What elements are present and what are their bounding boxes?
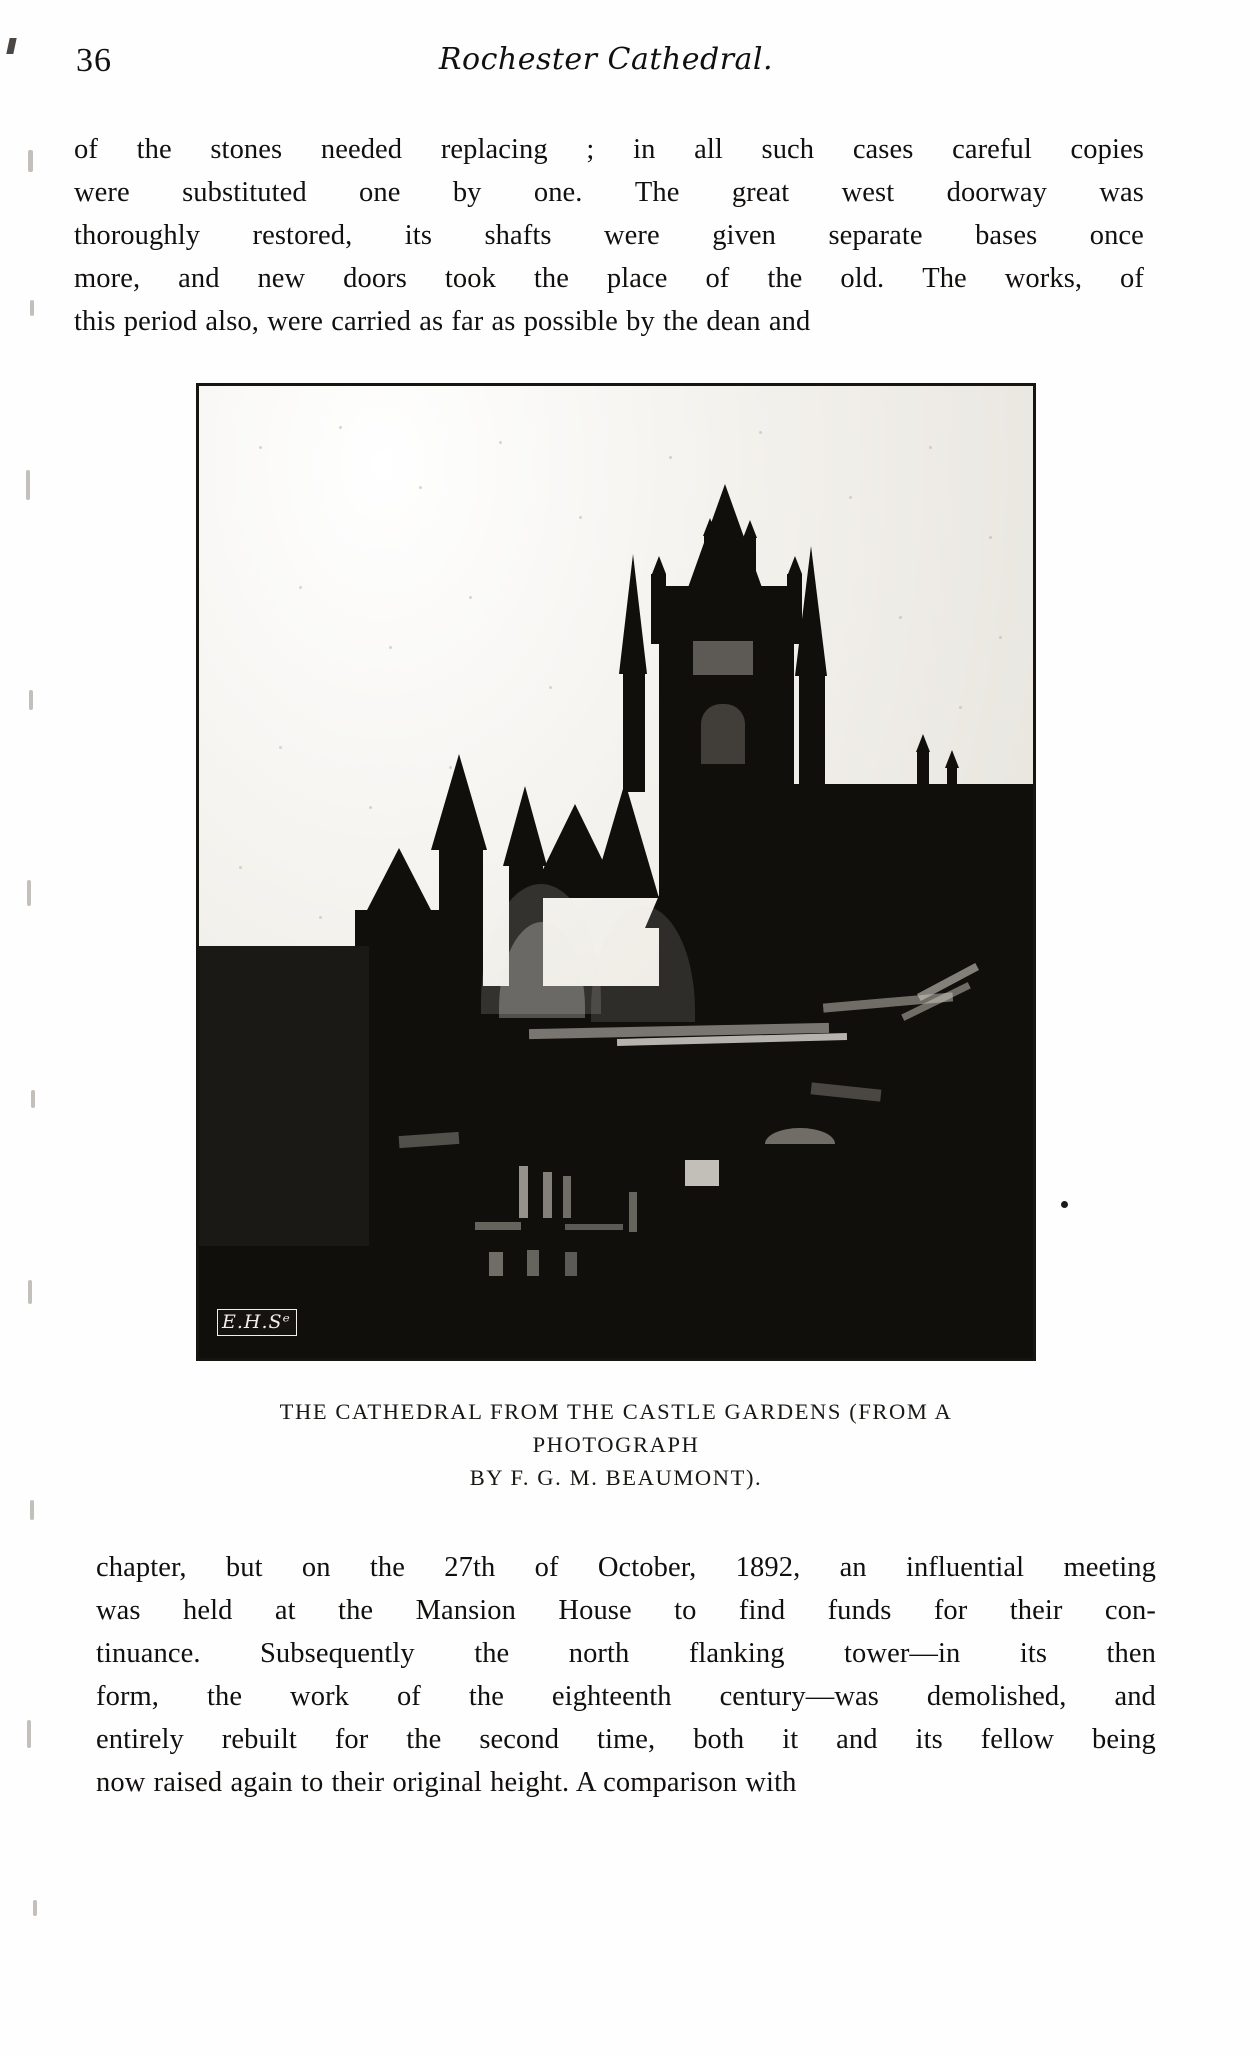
foreground-detail [527,1250,539,1276]
figure [196,383,1036,1494]
paragraph-bottom [96,1546,1156,1804]
east-pinnacle [947,768,957,802]
text-line: more, and new doors took the place of the old. The works, of [74,263,1144,294]
text-line: chapter, but on the 27th of October, 1892, an influential meeting [96,1552,1156,1583]
running-head: Rochester Cathedral. [438,42,774,77]
foreground-detail [489,1252,503,1276]
text-line: this period also, were carried as far as possible by the dean and [74,306,811,337]
scan-speck [29,690,33,710]
text-line: now raised again to their original height. A comparison with [96,1767,797,1798]
wall-edge-highlight [475,1222,521,1230]
scan-speck [30,300,34,316]
caption-line-2: BY F. G. M. BEAUMONT). [469,1465,763,1490]
tower-window [701,704,745,764]
scan-speck [28,150,33,172]
scan-speck [33,1900,37,1916]
text-line: thoroughly restored, its shafts were given separate bases once [74,220,1144,251]
text-line: entirely rebuilt for the second time, both it and its fellow being [96,1724,1156,1755]
paragraph-top [74,128,1144,343]
window-slit [563,1176,571,1218]
east-pinnacle [917,752,929,796]
window-slit [519,1166,528,1218]
window-slit [543,1172,552,1218]
figure-caption [196,1395,1036,1494]
scan-speck [28,1280,32,1304]
wall-edge-highlight [565,1224,623,1230]
text-line: of the stones needed replacing ; in all such cases careful copies [74,134,1144,165]
scan-speck [31,1090,35,1108]
tower-window [693,641,753,675]
tower-pinnacle [651,574,666,644]
foreground-shadow [199,1246,1036,1361]
scan-speck [30,1500,34,1520]
scan-edge-artifact [6,38,16,54]
flanking-spirelet [619,554,647,674]
text-line: were substituted one by one. The great west doorway was [74,177,1144,208]
cathedral-silhouette [199,386,1033,1358]
tower-pinnacle [704,536,716,586]
margin-ink-dot [1061,1201,1068,1208]
caption-line-1: THE CATHEDRAL FROM THE CASTLE GARDENS (FROM A PHOTOGRAPH [279,1399,953,1457]
page-header [76,42,1186,86]
flanking-spirelet-base [623,672,645,792]
left-turret-spire [431,754,487,850]
far-left-roof [365,848,433,914]
window-slit [629,1192,637,1232]
text-line: was held at the Mansion House to find funds for their con- [96,1595,1156,1626]
text-line: tinuance. Subsequently the north flanking tower—in its then [96,1638,1156,1669]
flanking-spirelet [795,546,827,676]
scan-speck [27,1720,31,1748]
text-line: form, the work of the eighteenth century—was demolished, and [96,1681,1156,1712]
plate-image [196,383,1036,1361]
page-number: 36 [76,42,112,79]
flanking-spirelet-base [799,674,825,794]
scan-speck [27,880,31,906]
foreground-detail [565,1252,577,1276]
scan-speck [26,470,30,500]
tower-pinnacle [744,538,756,588]
roof-lantern [685,1160,719,1186]
artist-signature: E.H.Sᵉ [217,1309,297,1336]
